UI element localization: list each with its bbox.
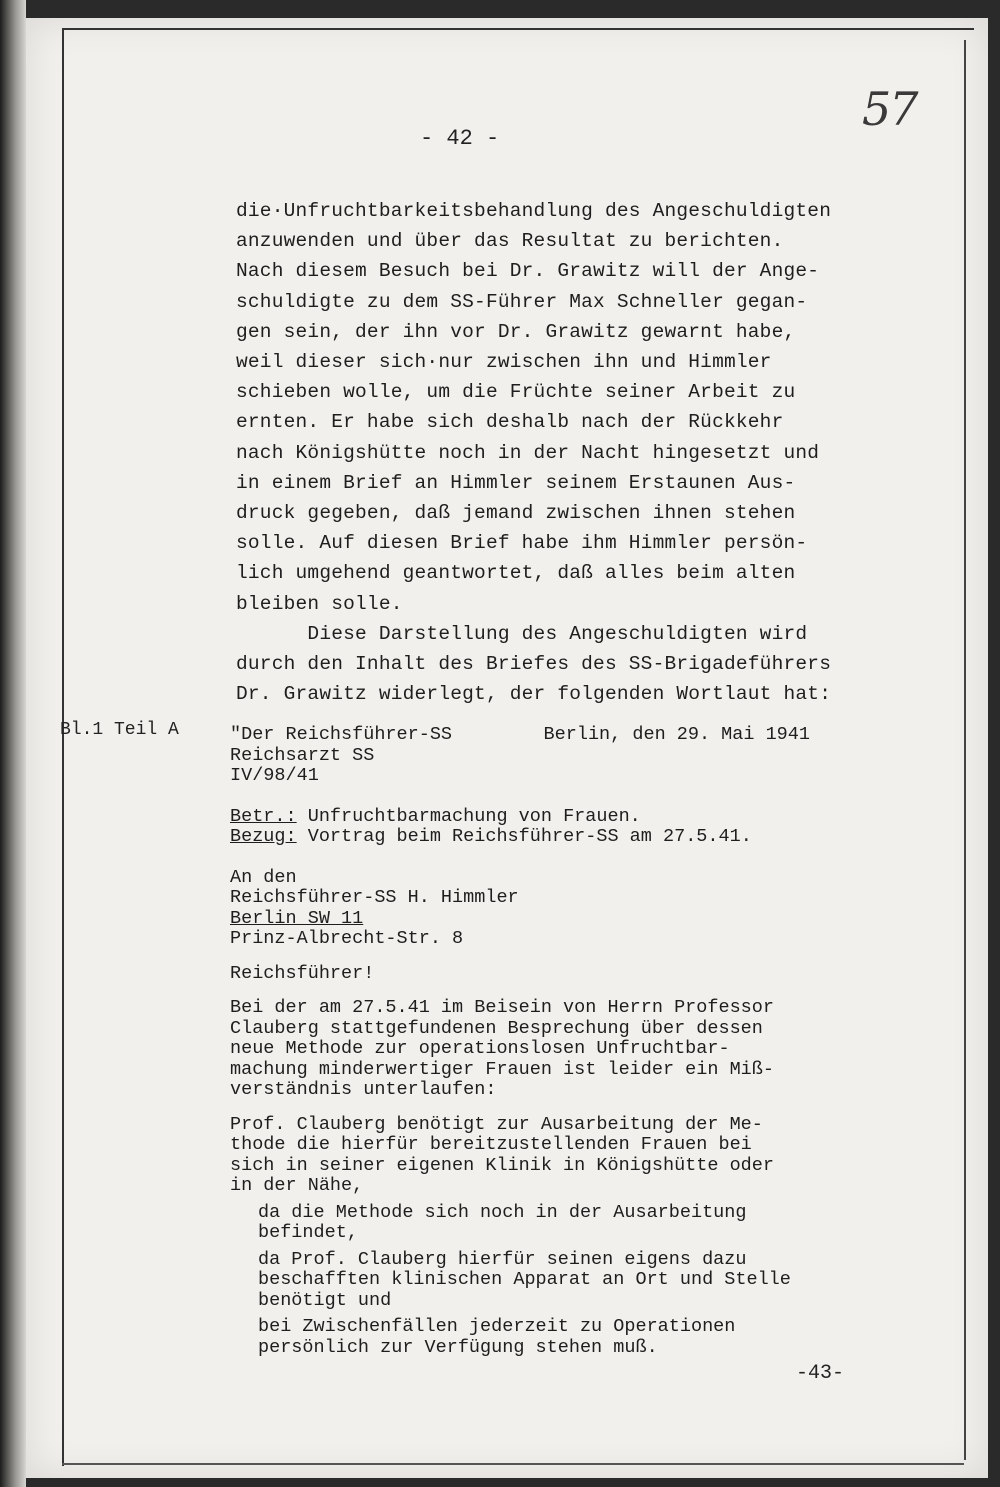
letter-paragraph-line: Bei der am 27.5.41 im Beisein von Herrn Professor [230,997,774,1018]
letter-paragraph-line: neue Methode zur operationslosen Unfruchtbar- [230,1038,730,1059]
addressee-line: An den [230,866,297,888]
body-line: in einem Brief an Himmler seinem Erstaunen Aus- [236,471,796,494]
margin-reference-note: Bl.1 Teil A [60,720,179,740]
letter-reason-line: da die Methode sich noch in der Ausarbeitung [258,1201,747,1223]
letter-reference-number: IV/98/41 [230,765,319,786]
letter-subject [230,807,900,828]
letter-paragraph-line: sich in seiner eigenen Klinik in Königshütte oder [230,1154,774,1176]
letter-place-date: Berlin, den 29. Mai 1941 [543,724,810,745]
body-line: Diese Darstellung des Angeschuldigten wird [236,622,808,645]
body-line: solle. Auf diesen Brief habe ihm Himmler persön- [236,532,808,555]
letter-paragraph-line: Clauberg stattgefundenen Besprechung über dessen [230,1017,763,1039]
body-line: ernten. Er habe sich deshalb nach der Rückkehr [236,411,784,434]
footer-page-number: -43- [796,1362,845,1385]
letter-paragraph-line: verständnis unterlaufen: [230,1079,497,1100]
body-line: druck gegeben, daß jemand zwischen ihnen stehen [236,502,796,525]
letter-sender: "Der Reichsführer-SS [230,724,453,745]
letter-paragraph-line: in der Nähe, [230,1175,364,1196]
body-text [236,196,896,709]
body-line: weil dieser sich·nur zwischen ihn und Himmler [236,351,772,374]
body-line: schieben wolle, um die Früchte seiner Arbeit zu [236,381,796,404]
page-frame-bottom [62,1463,964,1465]
body-line: anzuwenden und über das Resultat zu berichten. [236,230,784,253]
letter-paragraph-line: Prof. Clauberg benötigt zur Ausarbeitung der Me- [230,1113,763,1135]
reference-label: Bezug: [230,826,297,847]
letter-paragraph-line: thode die hierfür bereitzustellenden Frauen bei [230,1134,752,1155]
reference-text: Vortrag beim Reichsführer-SS am 27.5.41. [296,826,752,847]
body-line: die·Unfruchtbarkeitsbehandlung des Angeschuldigten [236,200,832,222]
addressee-line: Reichsführer-SS H. Himmler [230,887,519,908]
letter-reason-line: beschafften klinischen Apparat an Ort und Stelle [258,1269,791,1290]
letter-reason-line: bei Zwischenfällen jederzeit zu Operationen [258,1316,736,1337]
body-line: Dr. Grawitz widerlegt, der folgenden Wortlaut hat: [236,683,832,706]
handwritten-folio-mark: 57 [862,82,917,136]
quoted-letter [230,725,900,1358]
letter-reference [230,827,900,848]
body-line: Nach diesem Besuch bei Dr. Grawitz will der Ange- [236,260,820,283]
page-number: - 42 - [420,126,500,151]
book-binding [0,0,26,1487]
letter-reason-line: befindet, [258,1222,358,1243]
body-line: gen sein, der ihn vor Dr. Grawitz gewarnt habe, [236,320,796,343]
body-line: schuldigte zu dem SS-Führer Max Schneller gegan- [236,290,808,313]
subject-label: Betr.: [230,805,297,827]
letter-salutation: Reichsführer! [230,962,375,984]
page-frame-right [964,40,966,1460]
letter-paragraph-line: machung minderwertiger Frauen ist leider ein Miß- [230,1058,774,1080]
letter-reason-line: persönlich zur Verfügung stehen muß. [258,1336,658,1358]
letter-sender-office: Reichsarzt SS [230,744,375,766]
addressee-line: Berlin SW 11 [230,907,364,929]
addressee-line: Prinz-Albrecht-Str. 8 [230,928,464,949]
letter-reason-line: da Prof. Clauberg hierfür seinen eigens dazu [258,1248,747,1270]
body-line: nach Königshütte noch in der Nacht hingesetzt und [236,441,820,464]
letter-header-row [230,725,900,746]
body-line: bleiben solle. [236,592,403,615]
body-line: lich umgehend geantwortet, daß alles beim alten [236,562,796,585]
letter-reason-line: benötigt und [258,1289,392,1311]
body-line: durch den Inhalt des Briefes des SS-Brigadeführers [236,653,832,676]
subject-text: Unfruchtbarmachung von Frauen. [296,805,641,827]
